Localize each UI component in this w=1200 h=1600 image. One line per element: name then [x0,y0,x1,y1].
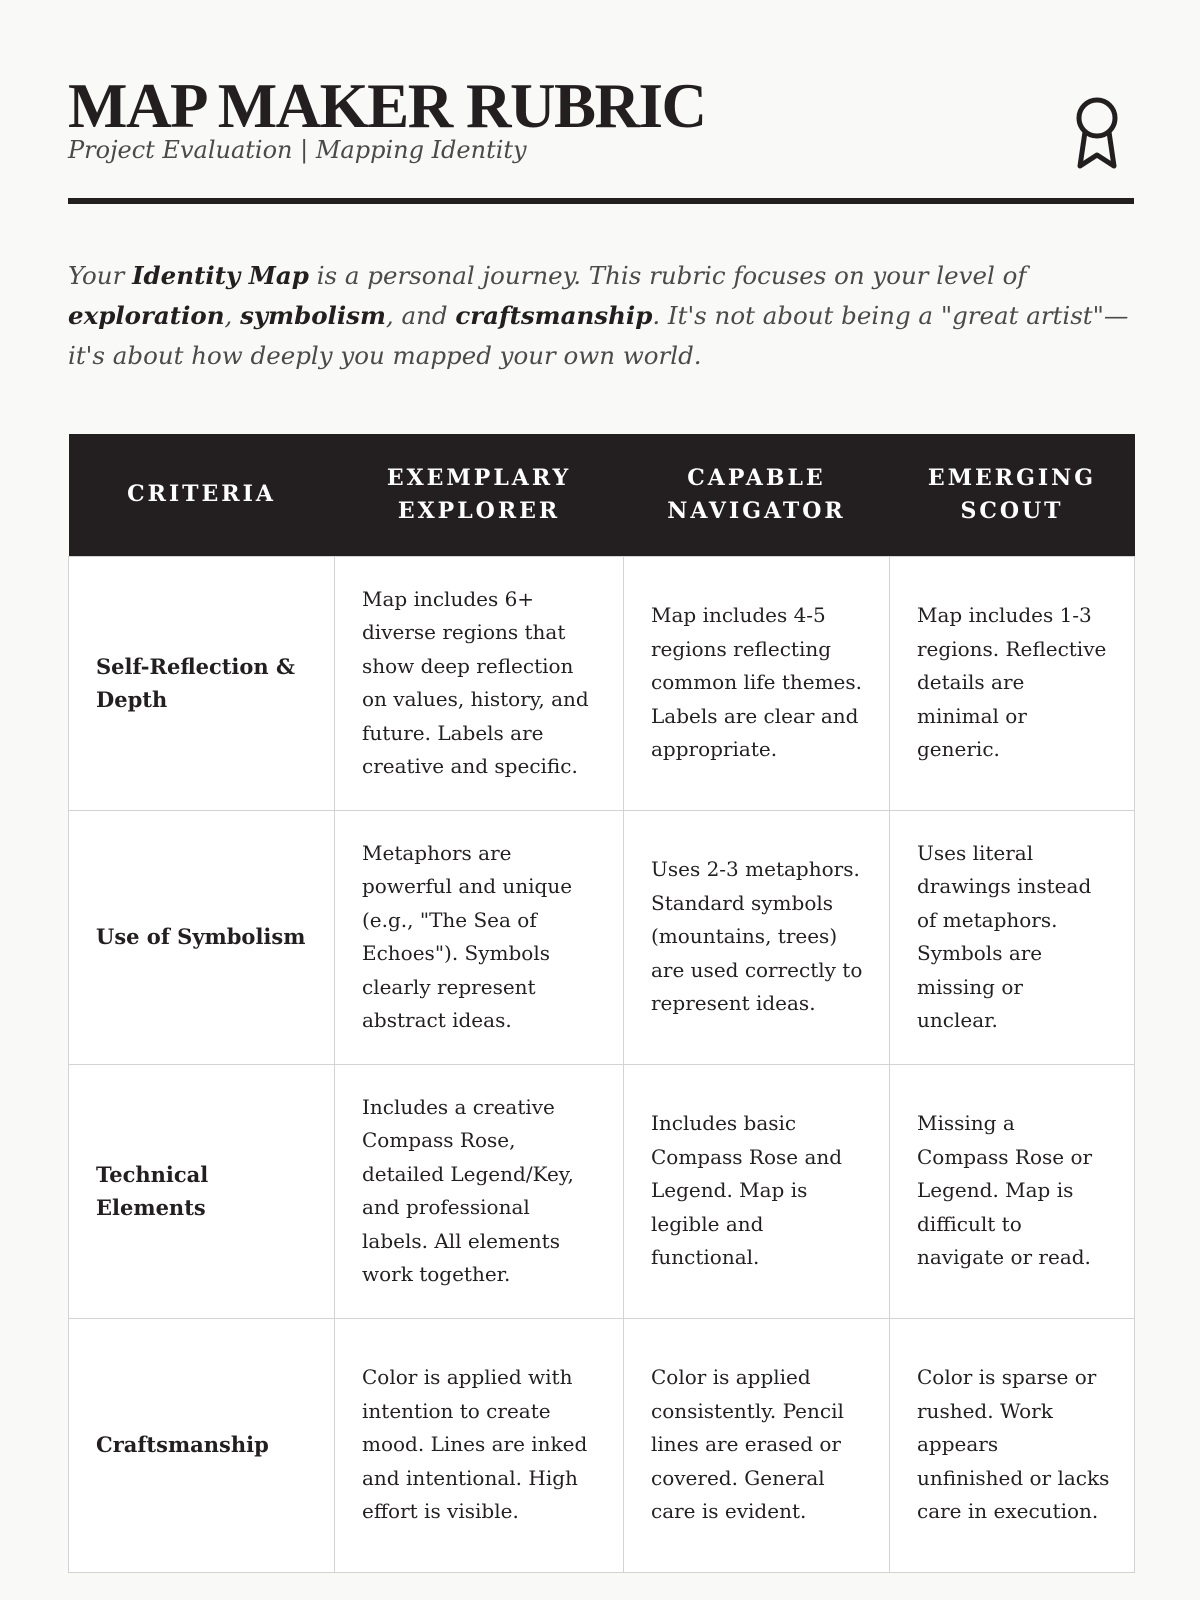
capable-cell: Includes basic Compass Rose and Legend. Map is legible and functional. [624,1064,890,1318]
page-subtitle: Project Evaluation | Mapping Identity [68,136,527,164]
emerging-cell: Color is sparse or rushed. Work appears unfinished or lacks care in execution. [890,1318,1135,1572]
rubric-page [68,70,1134,1524]
table-header-row [69,434,1135,556]
page-header [68,70,1134,204]
award-ribbon-icon [1074,96,1120,170]
emerging-cell: Uses literal drawings instead of metaphors. Symbols are missing or unclear. [890,810,1135,1064]
capable-cell: Uses 2-3 metaphors. Standard symbols (mountains, trees) are used correctly to represent ideas. [624,810,890,1064]
header-capable-navigator: CAPABLE NAVIGATOR [624,434,890,556]
capable-cell: Map includes 4-5 regions reflecting common life themes. Labels are clear and appropriate. [624,556,890,810]
exemplary-cell: Color is applied with intention to create mood. Lines are inked and intentional. High effort is visible. [335,1318,624,1572]
table-row [69,1064,1135,1318]
exemplary-cell: Map includes 6+ diverse regions that show deep reflection on values, history, and future. Labels are creative and specific. [335,556,624,810]
table-row [69,556,1135,810]
page-title: MAP MAKER RUBRIC [68,71,706,141]
exemplary-cell: Metaphors are powerful and unique (e.g., "The Sea of Echoes"). Symbols clearly represent abstract ideas. [335,810,624,1064]
rubric-table [68,434,1135,1573]
header-criteria: CRITERIA [69,434,335,556]
emerging-cell: Missing a Compass Rose or Legend. Map is difficult to navigate or read. [890,1064,1135,1318]
intro-paragraph: Your Identity Map is a personal journey. This rubric focuses on your level of exploration, symbolism, and craftsmanship. It's not about being a "great artist"—it's about how deeply you mapped your own world. [68,261,1129,370]
criterion-cell: Use of Symbolism [69,810,335,1064]
criterion-cell: Technical Elements [69,1064,335,1318]
capable-cell: Color is applied consistently. Pencil lines are erased or covered. General care is evident. [624,1318,890,1572]
criterion-cell: Craftsmanship [69,1318,335,1572]
exemplary-cell: Includes a creative Compass Rose, detailed Legend/Key, and professional labels. All elements work together. [335,1064,624,1318]
header-exemplary-explorer: EXEMPLARY EXPLORER [335,434,624,556]
emerging-cell: Map includes 1-3 regions. Reflective details are minimal or generic. [890,556,1135,810]
criterion-cell: Self-Reflection & Depth [69,556,335,810]
header-emerging-scout: EMERGING SCOUT [890,434,1135,556]
table-row [69,810,1135,1064]
table-row [69,1318,1135,1572]
